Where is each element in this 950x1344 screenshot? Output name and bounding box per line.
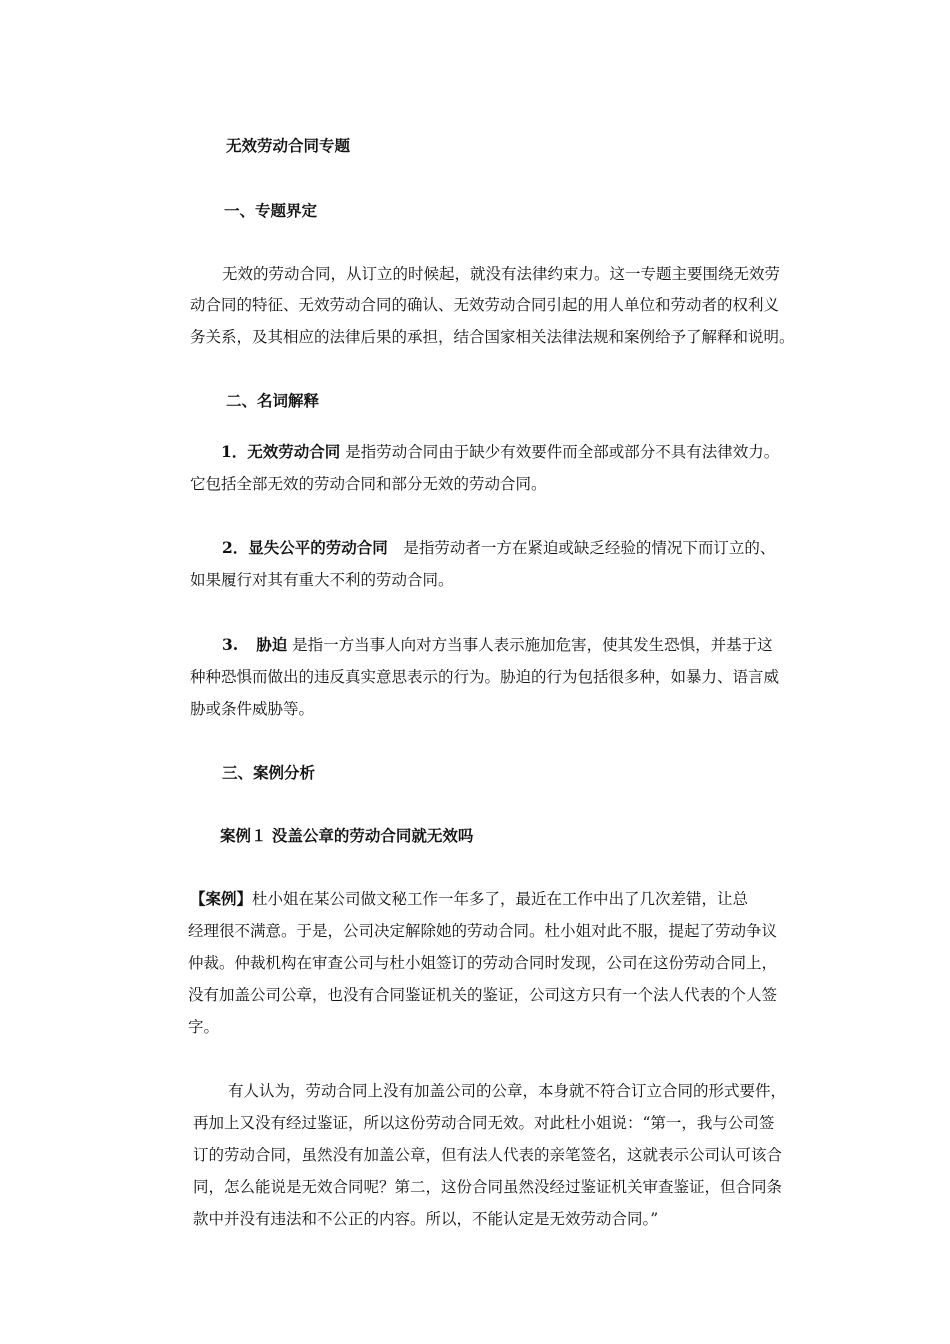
- opinion-line-1: 有人认为，劳动合同上没有加盖公司的公章，本身就不符合订立合同的形式要件，: [228, 1082, 787, 1100]
- term-3-name: 胁迫: [256, 635, 288, 654]
- term-1-name: 无效劳动合同: [247, 442, 341, 461]
- term-1-number: 1．: [221, 442, 248, 461]
- term-2-line-1: [222, 533, 775, 563]
- s1-line-1: 无效的劳动合同，从订立的时候起，就没有法律约束力。这一专题主要围绕无效劳: [222, 265, 781, 283]
- term-2-name: 显失公平的劳动合同: [248, 538, 388, 557]
- case-line-2: 经理很不满意。于是，公司决定解除她的劳动合同。杜小姐对此不服，提起了劳动争议: [188, 922, 778, 940]
- term-3-line-2: 种种恐惧而做出的违反真实意思表示的行为。胁迫的行为包括很多种，如暴力、语言威: [190, 668, 780, 686]
- opinion-line-2: 再加上又没有经过鉴证，所以这份劳动合同无效。对此杜小姐说：“第一，我与公司签: [193, 1114, 775, 1132]
- opinion-line-5: 款中并没有违法和不公正的内容。所以，不能认定是无效劳动合同。”: [193, 1210, 659, 1228]
- term-2-number: 2．: [222, 538, 249, 557]
- section-heading-1: 一、专题界定: [224, 201, 318, 220]
- s1-line-2: 动合同的特征、无效劳动合同的确认、无效劳动合同引起的用人单位和劳动者的权利义: [190, 296, 780, 314]
- term-3-definition: 是指一方当事人向对方当事人表示施加危害，使其发生恐惧，并基于这: [287, 636, 773, 654]
- term-2-definition: 是指劳动者一方在紧迫或缺乏经验的情况下而订立的、: [387, 539, 776, 557]
- term-3-number: 3.: [222, 635, 239, 654]
- case-line-4: 没有加盖公司公章，也没有合同鉴证机关的鉴证，公司这方只有一个法人代表的个人签: [188, 986, 778, 1004]
- document-title: 无效劳动合同专题: [226, 136, 351, 155]
- term-1-line-2: 它包括全部无效的劳动合同和部分无效的劳动合同。: [190, 475, 547, 493]
- term-1-line-1: [221, 437, 779, 467]
- term-3-line-1: [222, 630, 773, 660]
- section-heading-3: 三、案例分析: [222, 763, 316, 782]
- term-1-definition: 是指劳动合同由于缺少有效要件而全部或部分不具有法律效力。: [340, 443, 780, 461]
- term-2-line-2: 如果履行对其有重大不利的劳动合同。: [190, 571, 454, 589]
- section-heading-2: 二、名词解释: [226, 391, 320, 410]
- case-label: 【案例】: [190, 889, 253, 908]
- case-line-1: [190, 884, 748, 914]
- opinion-line-4: 同，怎么能说是无效合同呢？第二，这份合同虽然没经过鉴证机关审查鉴证，但合同条: [193, 1178, 783, 1196]
- s1-line-3: 务关系，及其相应的法律后果的承担，结合国家相关法律法规和案例给予了解释和说明。: [190, 328, 795, 346]
- case-line-1-text: 杜小姐在某公司做文秘工作一年多了，最近在工作中出了几次差错，让总: [252, 890, 749, 908]
- case-line-3: 仲裁。仲裁机构在审查公司与杜小姐签订的劳动合同时发现，公司在这份劳动合同上，: [188, 954, 778, 972]
- term-3-line-3: 胁或条件威胁等。: [190, 700, 315, 718]
- opinion-line-3: 订的劳动合同，虽然没有加盖公章，但有法人代表的亲笔签名，这就表示公司认可该合: [193, 1146, 783, 1164]
- case-title: 案例１ 没盖公章的劳动合同就无效吗: [220, 826, 474, 845]
- case-line-5: 字。: [188, 1018, 220, 1036]
